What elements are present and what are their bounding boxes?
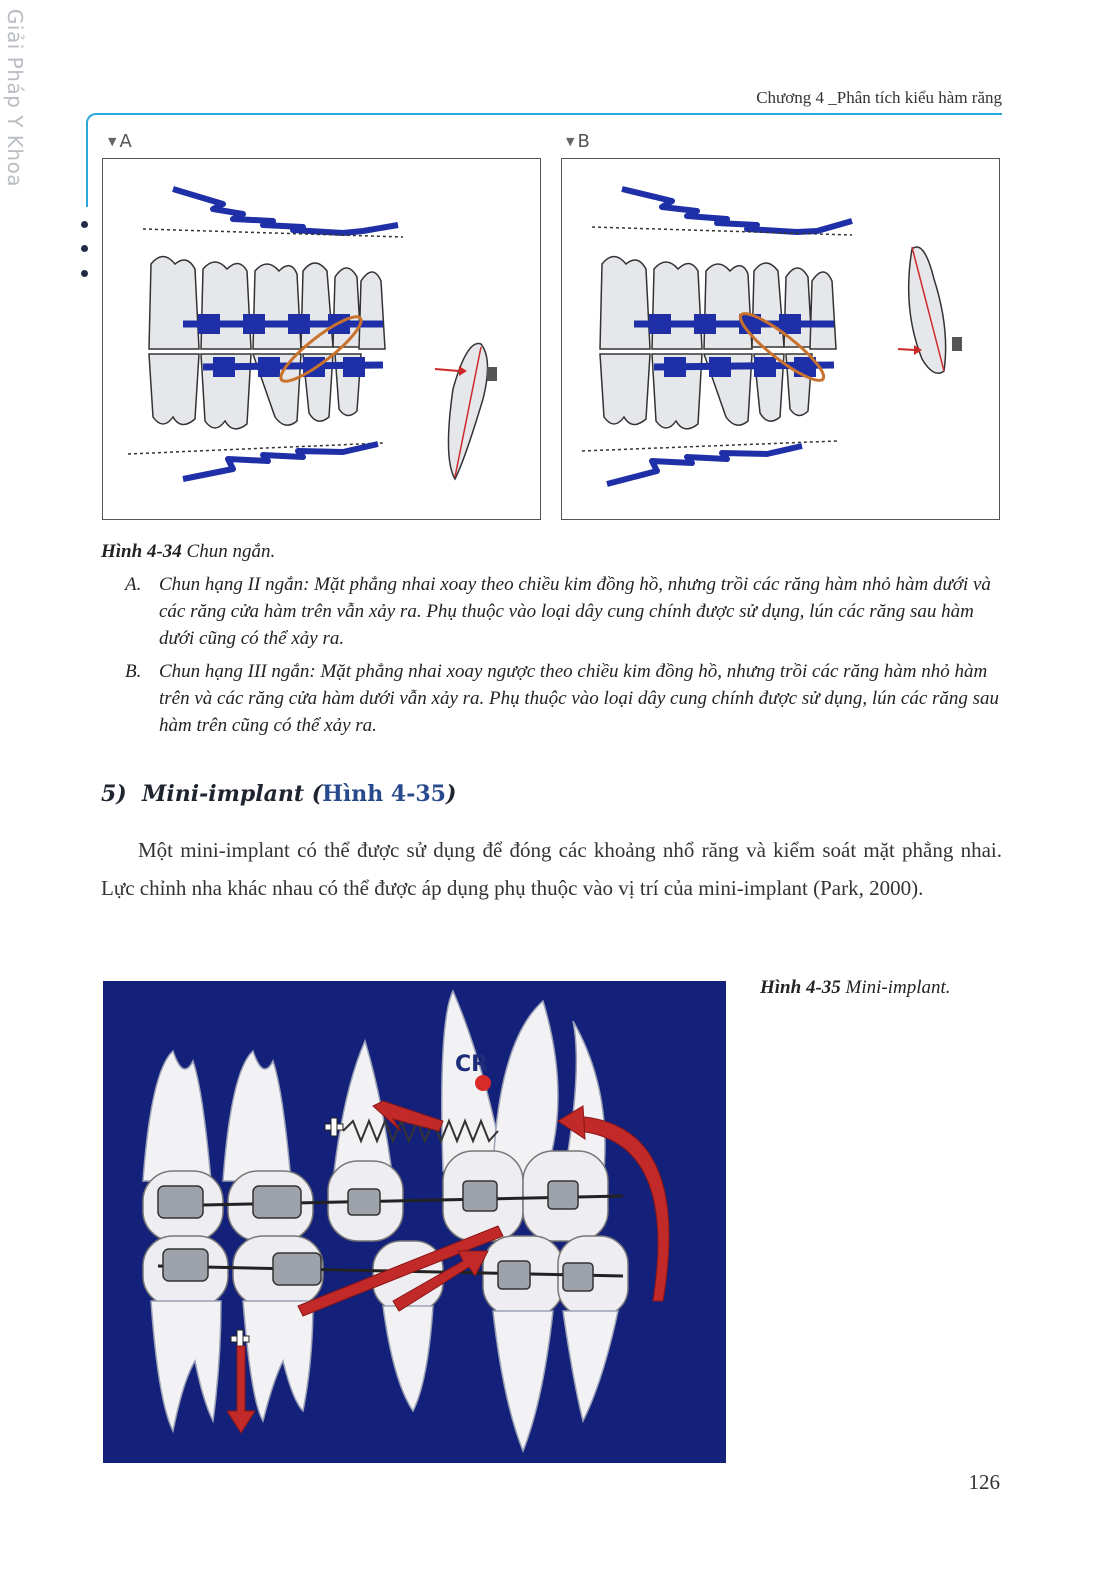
caption-item-letter: A.	[125, 574, 142, 595]
watermark-text: Giải Pháp Y Khoa	[3, 8, 28, 188]
section-heading	[101, 781, 456, 807]
caption-title: Hình 4-34	[101, 541, 182, 562]
caption-item-text: Chun hạng III ngắn: Mặt phẳng nhai xoay ngược theo chiều kim đồng hồ, nhưng trồi các răng hàm nhỏ hàm trên và các răng cửa hàm dưới vẫn xảy ra. Phụ thuộc vào loại dây cung chính được sử dụng, lún các răng sau hàm trên cũng có thể xảy ra.	[159, 661, 1000, 736]
caption-text: Mini-implant.	[840, 977, 951, 998]
chapter-title: Chương 4 _Phân tích kiểu hàm răng	[756, 88, 1002, 107]
section-title: Mini-implant (	[142, 781, 323, 807]
section-close: )	[445, 781, 457, 807]
caption-item-a	[101, 571, 1006, 652]
mini-implant-illustration	[103, 981, 726, 1463]
panel-a-label: ▼ A	[108, 131, 132, 152]
header-dot	[81, 221, 88, 228]
panel-a-illustration	[103, 159, 540, 519]
caption-item-b	[101, 658, 1006, 739]
panel-b-label: ▼ B	[566, 131, 590, 152]
figure-4-34-panel-b	[561, 158, 1000, 520]
triangle-down-icon: ▼	[108, 135, 117, 148]
header-rule-corner	[86, 113, 100, 129]
sidebar-watermark	[0, 8, 30, 188]
caption-text: Chun ngắn.	[181, 541, 276, 562]
panel-b-illustration	[562, 159, 999, 519]
figure-4-34-panel-a	[102, 158, 541, 520]
caption-title: Hình 4-35	[760, 977, 841, 998]
body-paragraph: Một mini-implant có thể được sử dụng để đóng các khoảng nhổ răng và kiểm soát mặt phẳng nhai. Lực chỉnh nha khác nhau có thể được áp dụng phụ thuộc vào vị trí của mini-implant (Park, 2000).	[101, 838, 1002, 900]
section-number: 5)	[101, 781, 127, 807]
cr-label: CR	[455, 1052, 489, 1077]
caption-item-text: Chun hạng II ngắn: Mặt phẳng nhai xoay theo chiều kim đồng hồ, nhưng trồi các răng hàm nhỏ hàm dưới và các răng cửa hàm trên vẫn xảy ra. Phụ thuộc vào loại dây cung chính được sử dụng, lún các răng sau hàm dưới cũng có thể xảy ra.	[159, 574, 991, 649]
header-rule	[96, 113, 1002, 115]
caption-item-letter: B.	[125, 661, 142, 682]
header-dot	[81, 270, 88, 277]
figure-4-34-caption	[101, 538, 1006, 739]
figure-4-35-caption	[760, 977, 951, 999]
header-dot	[81, 245, 88, 252]
caption-heading	[101, 538, 1006, 565]
header-rule-vertical	[86, 125, 88, 207]
triangle-down-icon: ▼	[566, 135, 575, 148]
figure-reference-link[interactable]: Hình 4-35	[322, 781, 446, 807]
page-number: 126	[968, 1470, 1000, 1494]
figure-4-35-image	[103, 981, 726, 1463]
